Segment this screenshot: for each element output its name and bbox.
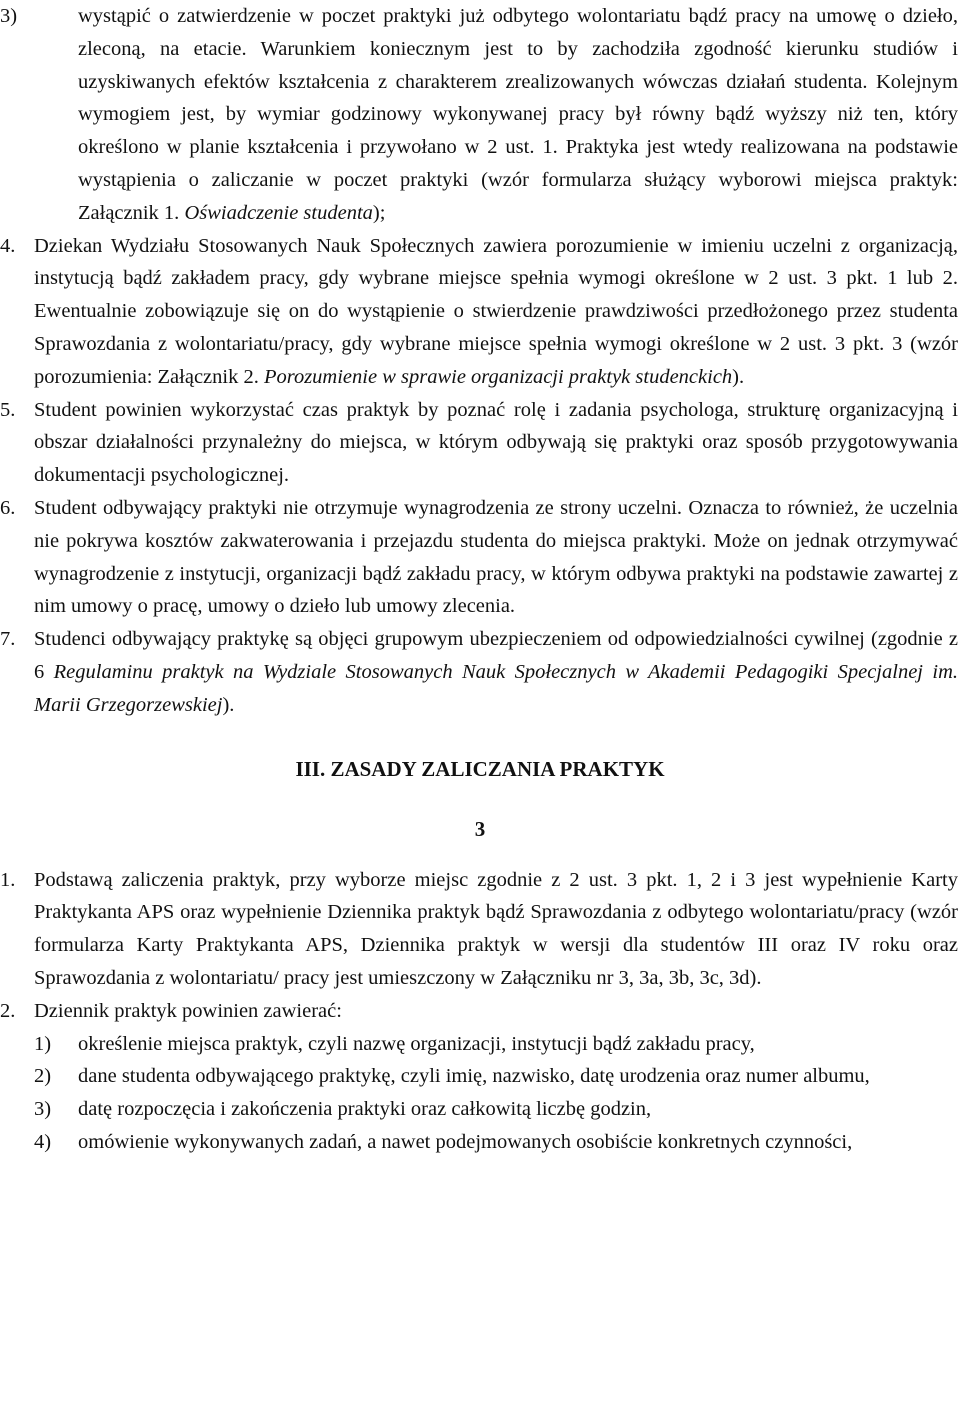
s3-sublist-item-3 — [0, 1093, 958, 1126]
list-item-3 — [0, 0, 958, 230]
item-text: wystąpić o zatwierdzenie w poczet praktyki już odbytego wolontariatu bądź pracy na umowę o dzieło, zleconą, na etacie. Warunkiem koniecznym jest to by zachodziła zgodność kierunku studiów i uzyskiwanych efektów kształcenia z charakterem zrealizowanych wówczas działań studenta. Kolejnym wymogiem jest, by wymiar godzinowy wykonywanej pracy był równy bądź wyższy niż ten, który określono w planie kształcenia i przywołano w 2 ust. 1. Praktyka jest wtedy realizowana na podstawie wystąpienia o zaliczanie w poczet praktyki (wzór formularza służący wyborowi miejsca praktyk: Załącznik 1. — [78, 5, 958, 224]
item-number: 3) — [34, 1098, 52, 1121]
s3-sublist-item-1 — [0, 1028, 958, 1061]
item-text: Student powinien wykorzystać czas praktyk by poznać rolę i zadania psychologa, strukturę organizacyjną i obszar działalności przynależny do miejsca, w którym odbywają się praktyki oraz sposób przygotowywania dokumentacji psychologicznej. — [34, 398, 958, 487]
item-italic-text: Regulaminu praktyk na Wydziale Stosowanych Nauk Społecznych w Akademii Pedagogiki Specjalnej im. Marii Grzegorzewskiej — [34, 660, 959, 716]
item-text: Studenci odbywający praktykę są objęci grupowym ubezpieczeniem od odpowiedzialności cywilnej (zgodnie z 6 — [34, 628, 958, 683]
item-text: Student odbywający praktyki nie otrzymuje wynagrodzenia ze strony uczelni. Oznacza to również, że uczelnia nie pokrywa kosztów zakwaterowania i przejazdu studenta do miejsca praktyki. Może on jednak otrzymywać wynagrodzenie z instytucji, organizacji bądź zakładu pracy, w którym odbywa praktyki na podstawie zawartej z nim umowy o pracę, umowy o dzieło lub umowy zlecenia. — [34, 496, 958, 618]
item-number: 1) — [34, 1032, 52, 1055]
list-item-6 — [0, 492, 958, 623]
item-tail: ). — [222, 693, 235, 716]
item-text: omówienie wykonywanych zadań, a nawet podejmowanych osobiście konkretnych czynności, — [78, 1130, 853, 1153]
item-text: Podstawą zaliczenia praktyk, przy wyborze miejsc zgodnie z 2 ust. 3 pkt. 1, 2 i 3 jest wypełnienie Karty Praktykanta APS oraz wypełnienie Dziennika praktyk bądź Sprawozdania z odbytego wolontariatu/pracy (wzór formularza Karty Praktykanta APS, Dziennika praktyk w wersji dla studentów III oraz IV roku oraz Sprawozdania z wolontariatu/ pracy jest umieszczony w Załączniku nr 3, 3a, 3b, 3c, 3d). — [34, 868, 958, 989]
item-tail: ). — [732, 365, 745, 388]
item-text: określenie miejsca praktyk, czyli nazwę organizacji, instytucji bądź zakładu pracy, — [78, 1032, 755, 1055]
item-number: 5. — [0, 398, 16, 421]
paragraph-sign: 3 — [474, 816, 486, 841]
item-number: 1. — [0, 868, 16, 891]
item-number: 2. — [0, 999, 16, 1022]
list-item-5 — [0, 394, 958, 492]
item-tail: ); — [372, 201, 386, 224]
item-text: datę rozpoczęcia i zakończenia praktyki oraz całkowitą liczbę godzin, — [78, 1098, 652, 1121]
item-number: 6. — [0, 496, 16, 519]
item-italic-text: Oświadczenie studenta — [184, 201, 373, 224]
s3-sublist-item-2 — [0, 1060, 958, 1093]
item-number: 2) — [34, 1065, 52, 1088]
list-item-4 — [0, 230, 958, 394]
item-number: 3) — [0, 5, 18, 27]
section-heading: III. ZASADY ZALICZANIA PRAKTYK — [295, 756, 665, 781]
item-number: 4. — [0, 234, 16, 257]
item-number: 4) — [34, 1130, 52, 1153]
s3-list-item-2 — [0, 995, 958, 1028]
item-text: Dziennik praktyk powinien zawierać: — [34, 999, 342, 1022]
list-item-7 — [0, 623, 958, 721]
item-italic-text: Porozumienie w sprawie organizacji praktyk studenckich — [263, 365, 733, 388]
item-text: Dziekan Wydziału Stosowanych Nauk Społecznych zawiera porozumienie w imieniu uczelni z organizacją, instytucją bądź zakładem pracy, gdy wybrane miejsce spełnia wymogi określone w 2 ust. 3 pkt. 1 lub 2. Ewentualnie zobowiązuje się on do wystąpienie o stwierdzenie prawdziwości przedłożonego przez studenta Sprawozdania z wolontariatu/pracy, gdy wybrane miejsce spełnia wymogi określone w 2 ust. 3 pkt. 3 (wzór porozumienia: Załącznik 2. — [34, 234, 958, 388]
s3-list-item-1 — [0, 864, 958, 995]
s3-sublist-item-4 — [0, 1126, 958, 1159]
item-number: 7. — [0, 628, 16, 651]
item-text: dane studenta odbywającego praktykę, czyli imię, nazwisko, datę urodzenia oraz numer albumu, — [78, 1065, 870, 1088]
